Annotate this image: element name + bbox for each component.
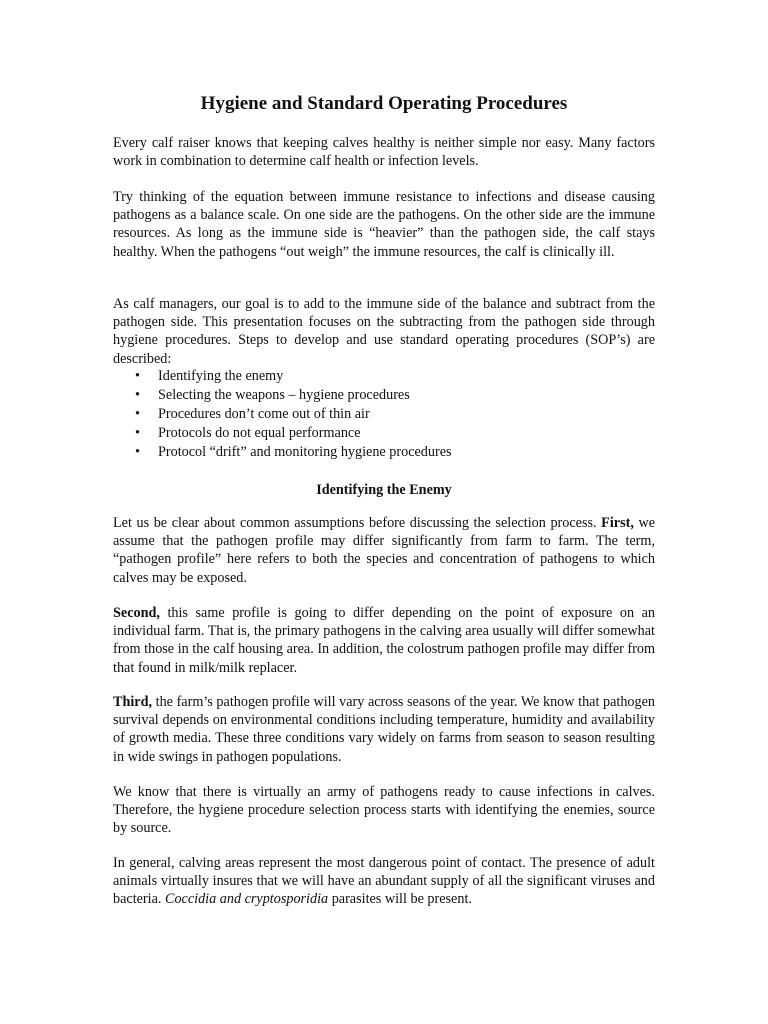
document-title: Hygiene and Standard Operating Procedures	[200, 93, 568, 114]
list-item: • Protocol “drift” and monitoring hygiene procedures	[135, 444, 452, 460]
emphasis-third: Third,	[113, 694, 153, 710]
emphasis-second: Second,	[113, 605, 160, 621]
section-heading: Identifying the Enemy	[316, 482, 452, 498]
list-item: • Protocols do not equal performance	[135, 425, 361, 441]
paragraph-intro: Every calf raiser knows that keeping calves healthy is neither simple nor easy. Many factors work in combination to determine calf health or infection levels.	[113, 135, 655, 170]
bullet-icon: •	[135, 444, 140, 460]
italic-parasites: Coccidia and cryptosporidia	[164, 891, 329, 908]
paragraph-third: Third, the farm’s pathogen profile will vary across seasons of the year. We know that pathogen survival depends on environmental conditions including temperature, humidity and availability of growth media. These three conditions vary widely on farms from season to season resulting in wide swings in pathogen populations.	[113, 694, 656, 765]
paragraph-assumptions: Let us be clear about common assumptions before discussing the selection process. First, we assume that the pathogen profile may differ significantly from farm to farm. The term, “pathogen profile” here refers to both the species and concentration of pathogens to which calves may be exposed.	[113, 515, 656, 586]
list-item: • Procedures don’t come out of thin air	[135, 406, 370, 422]
list-item: • Identifying the enemy	[135, 368, 284, 384]
paragraph-calf-managers: As calf managers, our goal is to add to the immune side of the balance and subtract from the pathogen side. This presentation focuses on the subtracting from the pathogen side through hygiene procedures. Steps to develop and use standard operating procedures (SOP’s) are described:	[113, 296, 655, 367]
bullet-icon: •	[135, 387, 140, 403]
bullet-icon: •	[135, 425, 140, 441]
emphasis-first: First,	[601, 515, 634, 531]
paragraph-second: Second, this same profile is going to differ depending on the point of exposure on an individual farm. That is, the primary pathogens in the calving area usually will differ somewhat from those in the calf housing area. In addition, the colostrum pathogen profile may differ from that found in milk/milk replacer.	[113, 605, 655, 676]
list-item: • Selecting the weapons – hygiene procedures	[135, 387, 410, 403]
paragraph-calving-areas: In general, calving areas represent the most dangerous point of contact. The presence of adult animals virtually insures that we will have an abundant supply of all the significant viruses and bacteria. Coccidia and cryptosporidia parasites will be present.	[113, 855, 655, 908]
bullet-icon: •	[135, 368, 140, 384]
bullet-list	[113, 367, 655, 462]
bullet-icon: •	[135, 406, 140, 422]
paragraph-army: We know that there is virtually an army of pathogens ready to cause infections in calves. Therefore, the hygiene procedure selection process starts with identifying the enemies, source by source.	[113, 784, 655, 837]
paragraph-balance-scale: Try thinking of the equation between immune resistance to infections and disease causing pathogens as a balance scale. On one side are the pathogens. On the other side are the immune resources. As long as the immune side is “heavier” than the pathogen side, the calf stays healthy. When the pathogens “out weigh” the immune resources, the calf is clinically ill.	[113, 189, 655, 260]
